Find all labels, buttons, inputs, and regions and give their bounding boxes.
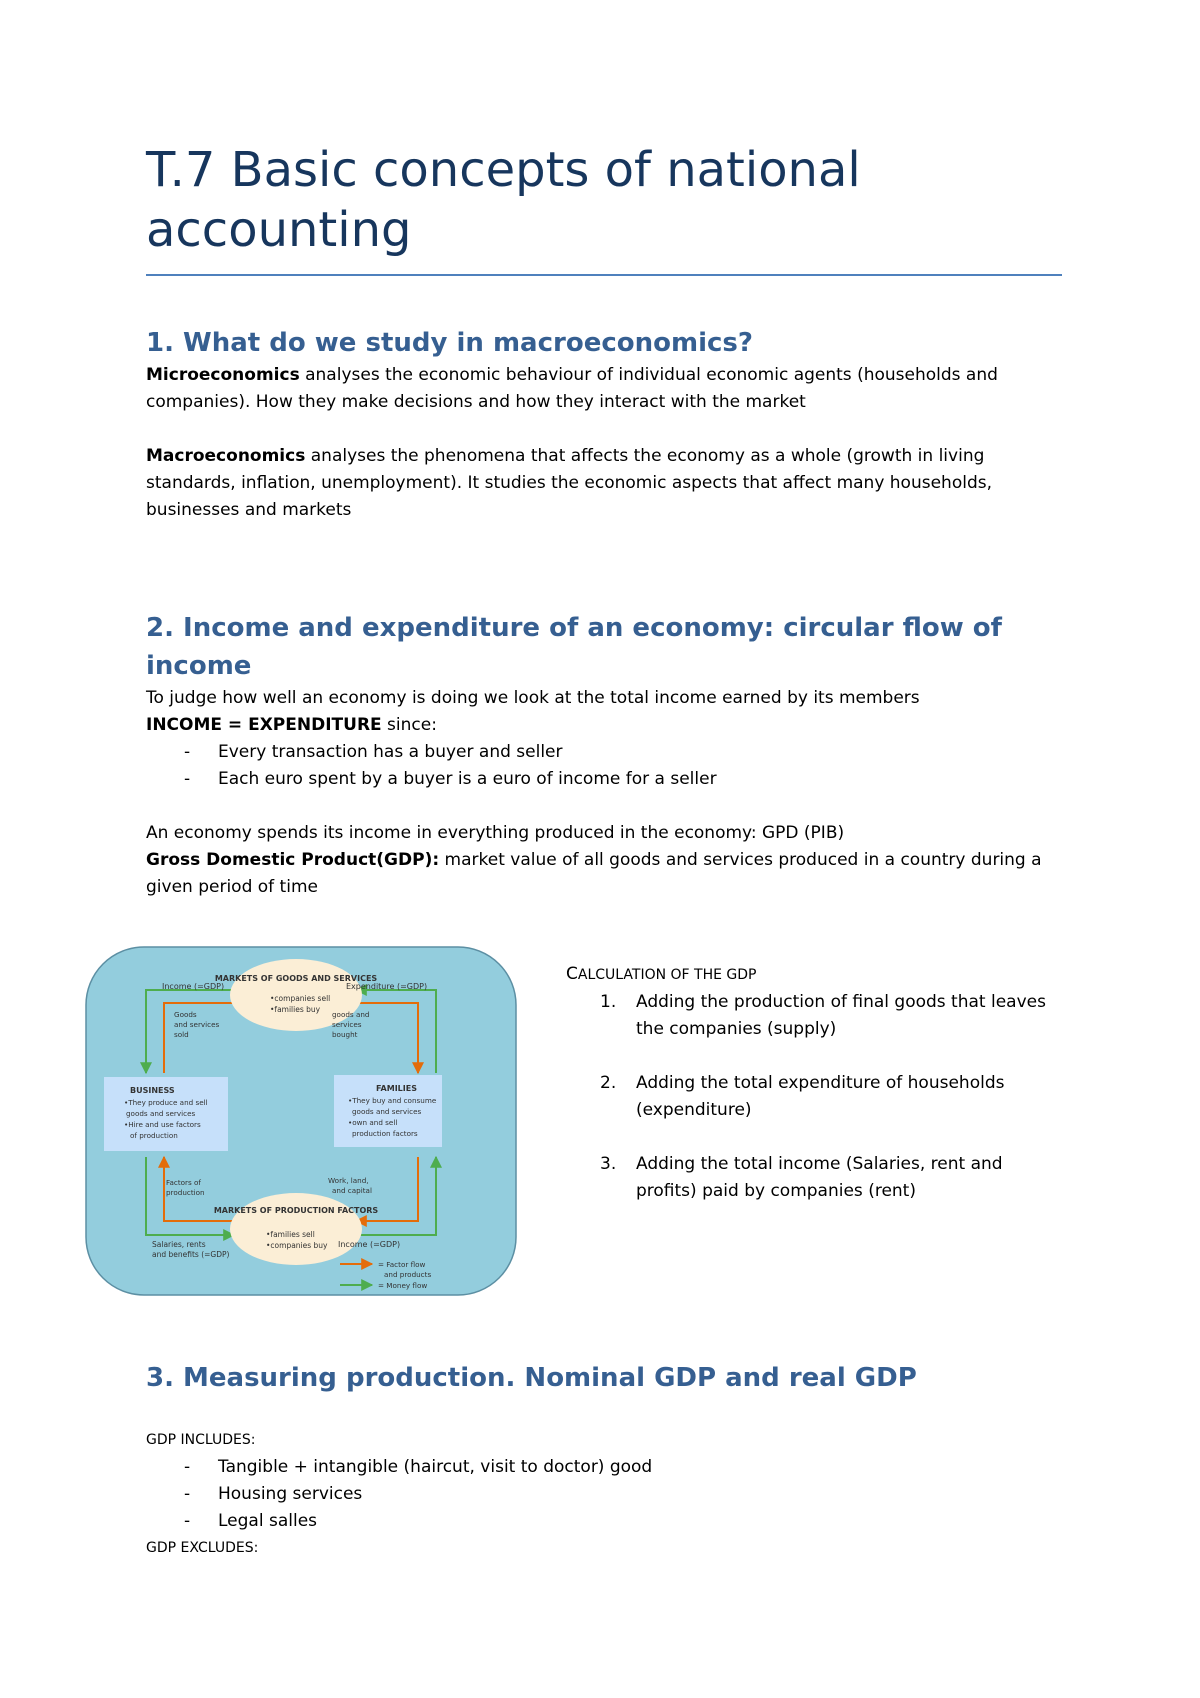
- section-circular-flow: [124, 609, 1062, 1305]
- identity-line: [146, 712, 1062, 739]
- intro-paragraph: To judge how well an economy is doing we look at the total income earned by its members: [146, 688, 920, 708]
- work-label: Work, land,: [328, 1176, 369, 1185]
- business-line: •Hire and use factors: [124, 1120, 201, 1129]
- list-item: 3. Adding the total income (Salaries, rent and profits) paid by companies (rent): [600, 1154, 1003, 1201]
- goods-bought-label: services: [332, 1020, 362, 1029]
- section-2-heading: 2. Income and expenditure of an economy: circular flow of income: [146, 613, 1002, 681]
- document-title: T.7 Basic concepts of national accounting: [146, 140, 1062, 276]
- figure-row: [124, 945, 1062, 1305]
- macro-term: Macroeconomics: [146, 446, 306, 466]
- circular-flow-diagram: [84, 945, 518, 1297]
- goods-sold-label: Goods: [174, 1010, 197, 1019]
- identity-reasons-list: [146, 739, 1062, 793]
- markets-factors-line: •companies buy: [266, 1241, 328, 1250]
- list-item: 2. Adding the total expenditure of households (expenditure): [600, 1073, 1005, 1120]
- work-label: and capital: [332, 1186, 372, 1195]
- goods-sold-label: and services: [174, 1020, 220, 1029]
- families-line: production factors: [352, 1129, 418, 1138]
- gdp-includes-label: GDP INCLUDES:: [146, 1432, 256, 1448]
- markets-goods-line: •companies sell: [270, 994, 331, 1003]
- families-line: •own and sell: [348, 1118, 398, 1127]
- business-line: •They produce and sell: [124, 1098, 208, 1107]
- list-item: 1. Adding the production of final goods that leaves the companies (supply): [600, 992, 1046, 1039]
- families-title: FAMILIES: [376, 1084, 417, 1093]
- goods-bought-label: goods and: [332, 1010, 370, 1019]
- legend-orange-label: and products: [384, 1270, 432, 1279]
- expenditure-gdp-label: Expenditure (=GDP): [346, 982, 428, 991]
- income-gdp-bottom-label: Income (=GDP): [338, 1240, 401, 1249]
- list-item: - Housing services: [184, 1481, 1062, 1508]
- markets-factors-ellipse: [230, 1193, 362, 1265]
- factors-label: production: [166, 1188, 205, 1197]
- income-gdp-label: Income (=GDP): [162, 982, 225, 991]
- markets-factors-line: •families sell: [266, 1230, 315, 1239]
- business-line: of production: [130, 1131, 178, 1140]
- factors-label: Factors of: [166, 1178, 201, 1187]
- identity-term: INCOME = EXPENDITURE: [146, 715, 382, 735]
- goods-sold-label: sold: [174, 1030, 189, 1039]
- list-item: - Each euro spent by a buyer is a euro of income for a seller: [184, 766, 1062, 793]
- micro-paragraph: [146, 362, 1062, 416]
- section-1-heading: 1. What do we study in macroeconomics?: [146, 328, 753, 358]
- markets-goods-title: MARKETS OF GOODS AND SERVICES: [214, 974, 378, 983]
- calculation-list: [566, 989, 1066, 1205]
- legend-green-label: = Money flow: [378, 1281, 428, 1290]
- gdp-includes-list: [146, 1454, 1062, 1535]
- page-content: [124, 140, 1062, 1562]
- list-item: - Legal salles: [184, 1508, 1062, 1535]
- identity-text: since:: [381, 715, 437, 735]
- gdp-definition: [146, 847, 1062, 901]
- families-line: •They buy and consume: [348, 1096, 437, 1105]
- markets-factors-title: MARKETS OF PRODUCTION FACTORS: [213, 1206, 379, 1215]
- section-measuring-production: [146, 1359, 1062, 1562]
- micro-term: Microeconomics: [146, 365, 300, 385]
- macro-text: analyses the phenomena that affects the economy as a whole (growth in living standards, inflation, unemployment). It studies the economic aspects that affect many households, businesses and markets: [146, 446, 992, 520]
- business-title: BUSINESS: [130, 1086, 175, 1095]
- micro-text: analyses the economic behaviour of individual economic agents (households and companies). How they make decisions and how they interact with the market: [146, 365, 998, 412]
- salaries-label: Salaries, rents: [152, 1240, 206, 1249]
- business-line: goods and services: [126, 1109, 196, 1118]
- gdp-text: market value of all goods and services produced in a country during a given period of time: [146, 850, 1042, 897]
- markets-goods-line: •families buy: [270, 1005, 321, 1014]
- families-line: goods and services: [352, 1107, 422, 1116]
- gdp-excludes-label: GDP EXCLUDES:: [146, 1540, 259, 1556]
- list-item: - Every transaction has a buyer and seller: [184, 739, 1062, 766]
- list-item: - Tangible + intangible (haircut, visit to doctor) good: [184, 1454, 1062, 1481]
- legend-orange-label: = Factor flow: [378, 1260, 426, 1269]
- calculation-title: CALCULATION OF THE GDP: [566, 964, 757, 984]
- gdp-calculation: [566, 961, 1066, 1232]
- gdp-term: Gross Domestic Product(GDP):: [146, 850, 440, 870]
- section-macroeconomics: [146, 324, 1062, 524]
- spend-line: An economy spends its income in everything produced in the economy: GPD (PIB): [146, 823, 845, 843]
- goods-bought-label: bought: [332, 1030, 358, 1039]
- macro-paragraph: [146, 443, 1062, 524]
- section-3-heading: 3. Measuring production. Nominal GDP and real GDP: [146, 1363, 917, 1393]
- salaries-label: and benefits (=GDP): [152, 1250, 230, 1259]
